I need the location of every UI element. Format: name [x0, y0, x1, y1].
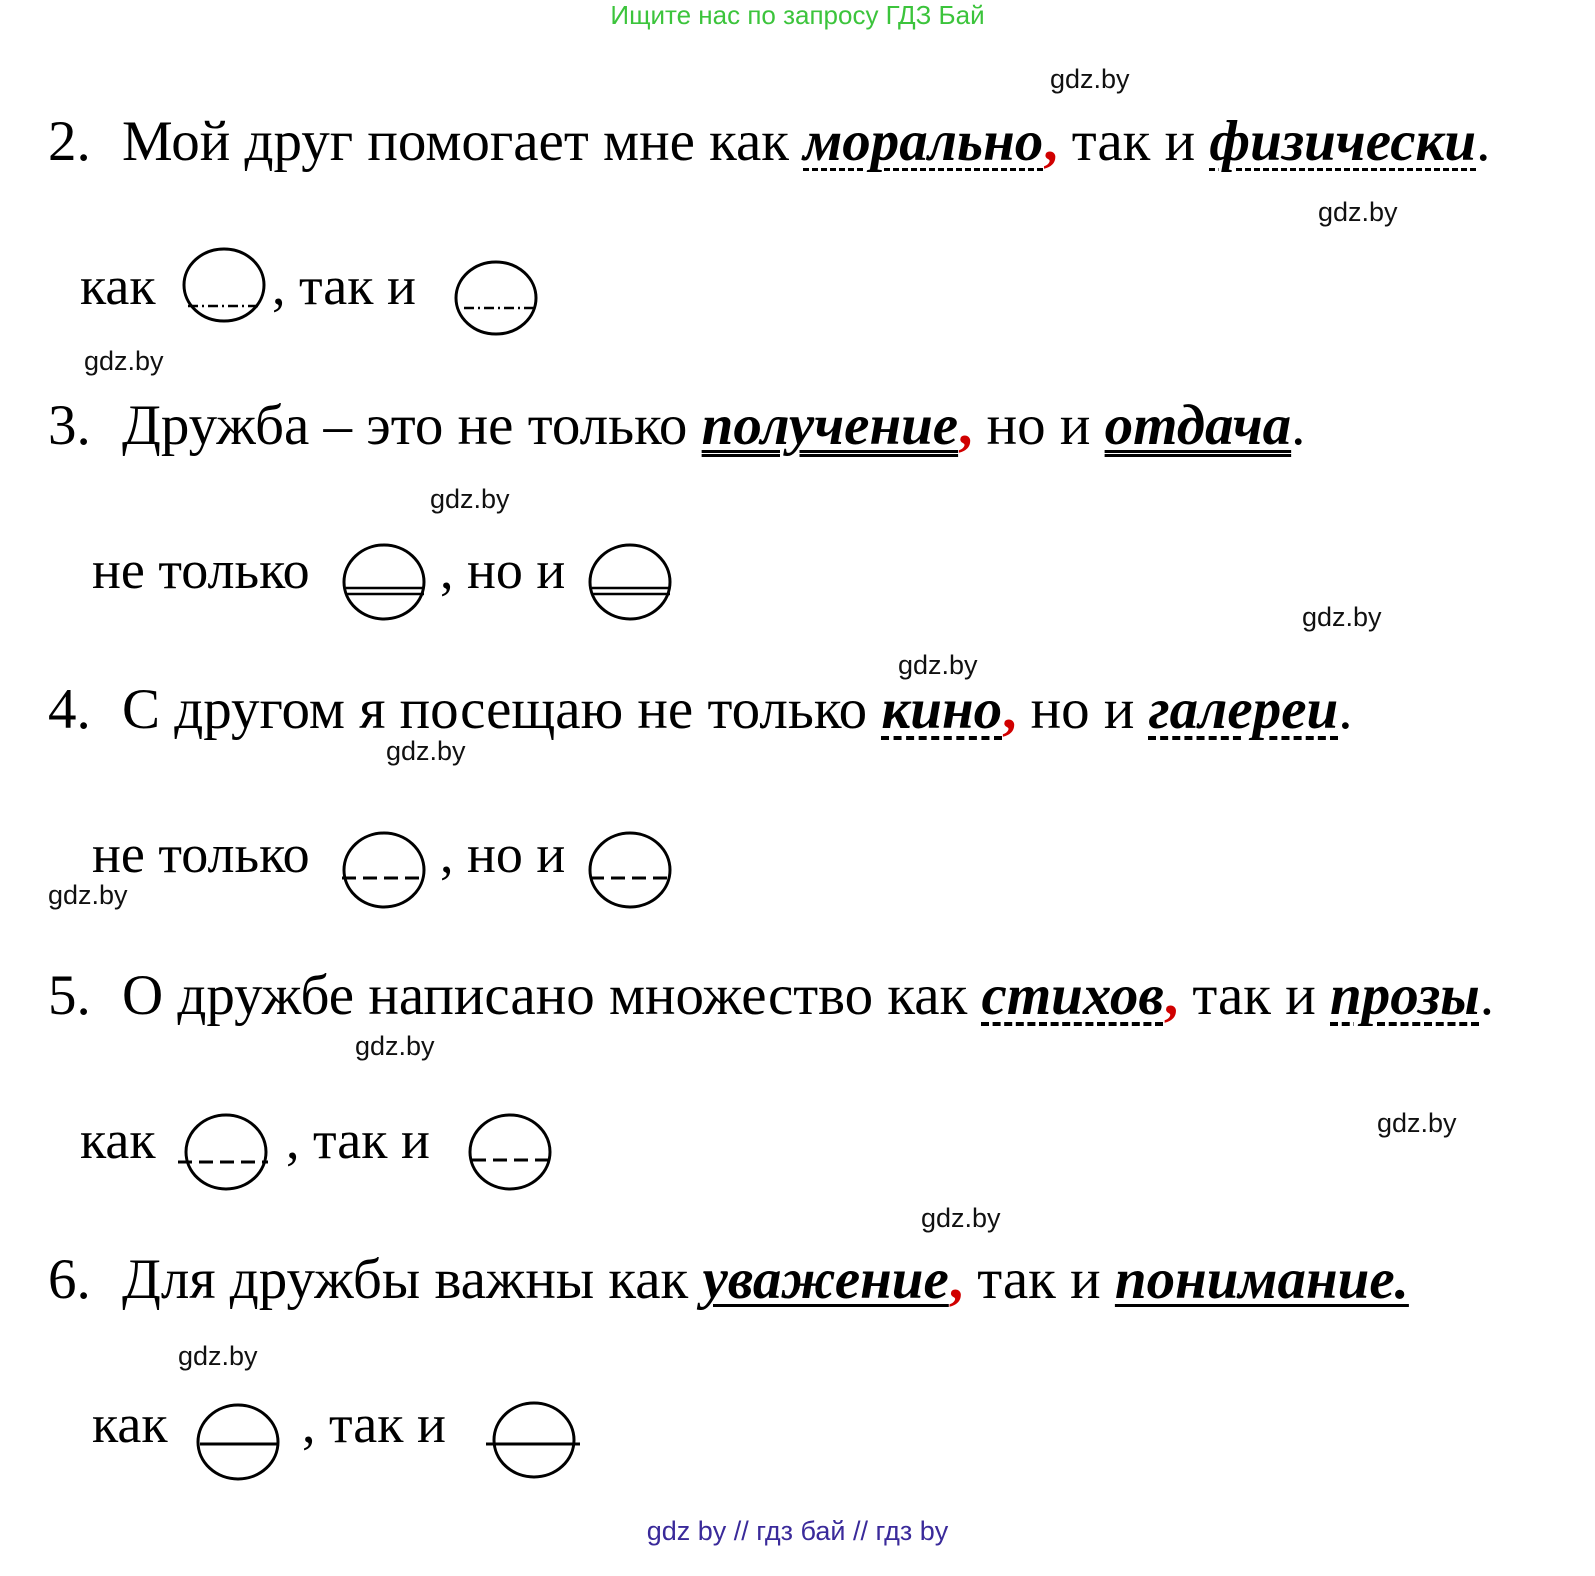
scheme-circle	[484, 1400, 584, 1486]
watermark: gdz.by	[386, 736, 466, 766]
homogeneous-member-2: прозы	[1330, 964, 1480, 1027]
search-banner: Ищите нас по запросу ГДЗ Бай	[610, 0, 985, 30]
sentence-text: Мой друг помогает мне как	[122, 110, 804, 173]
comma-mark: ,	[948, 1248, 964, 1311]
watermark: gdz.by	[1302, 602, 1382, 632]
sentence-end: .	[1476, 110, 1491, 173]
scheme-label-a: как	[92, 1394, 168, 1454]
scheme-label-b: , так и	[302, 1394, 446, 1454]
sentence-text: так и	[1057, 110, 1210, 173]
watermark: gdz.by	[178, 1341, 258, 1371]
sentence-5	[48, 964, 1494, 1028]
comma-mark: ,	[1163, 964, 1179, 1027]
scheme-circle	[452, 258, 544, 342]
sentence-2	[48, 110, 1490, 174]
sentence-text: но и	[972, 394, 1105, 457]
watermark: gdz.by	[1377, 1108, 1457, 1138]
comma-mark: ,	[1043, 110, 1058, 173]
homogeneous-member-1: получение	[701, 394, 959, 457]
sentence-text: Дружба – это не только	[122, 394, 702, 457]
sentence-text: С другом я посещаю не только	[122, 678, 882, 741]
scheme-circle	[176, 1110, 272, 1196]
scheme-label-b: , так и	[272, 256, 416, 316]
scheme-label-b: , но и	[440, 824, 566, 884]
sentence-text: О дружбе написано множество как	[122, 964, 982, 1027]
scheme-label-a: не только	[92, 540, 310, 600]
footer-links: gdz by // гдз бай // гдз by	[646, 1516, 949, 1546]
scheme-circle	[584, 540, 676, 626]
comma-mark: ,	[958, 394, 973, 457]
watermark: gdz.by	[1050, 64, 1130, 94]
sentence-end: .	[1291, 394, 1306, 457]
scheme-circle	[464, 1110, 560, 1196]
scheme-circle	[338, 828, 430, 914]
watermark: gdz.by	[1318, 197, 1398, 227]
sentence-text: так и	[963, 1248, 1115, 1311]
watermark: gdz.by	[84, 346, 164, 376]
item-number: 2.	[48, 110, 91, 173]
comma-mark: ,	[1002, 678, 1017, 741]
watermark: gdz.by	[898, 650, 978, 680]
scheme-label-b: , так и	[286, 1110, 430, 1170]
scheme-label-a: как	[80, 1110, 156, 1170]
watermark: gdz.by	[48, 880, 128, 910]
scheme-circle	[338, 540, 430, 626]
item-number: 4.	[48, 678, 91, 741]
item-number: 6.	[48, 1248, 91, 1311]
watermark: gdz.by	[355, 1031, 435, 1061]
scheme-label-a: как	[80, 256, 156, 316]
scheme-label-b: , но и	[440, 540, 566, 600]
sentence-3	[48, 394, 1305, 458]
homogeneous-member-2: галереи	[1148, 678, 1339, 741]
homogeneous-member-2: отдача	[1104, 394, 1292, 457]
sentence-text: Для дружбы важны как	[122, 1248, 703, 1311]
sentence-text: но и	[1016, 678, 1149, 741]
item-number: 3.	[48, 394, 91, 457]
sentence-text: так и	[1178, 964, 1331, 1027]
homogeneous-member-2: физически	[1209, 110, 1477, 173]
item-number: 5.	[48, 964, 91, 1027]
scheme-circle	[584, 828, 676, 914]
watermark: gdz.by	[430, 484, 510, 514]
scheme-label-a: не только	[92, 824, 310, 884]
scheme-circle	[192, 1400, 284, 1486]
homogeneous-member-1: уважение	[702, 1248, 949, 1311]
sentence-6	[48, 1248, 1409, 1312]
homogeneous-member-2: понимание.	[1114, 1248, 1409, 1311]
homogeneous-member-1: кино	[881, 678, 1003, 741]
sentence-end: .	[1479, 964, 1495, 1027]
sentence-4	[48, 678, 1352, 742]
homogeneous-member-1: стихов	[981, 964, 1164, 1027]
scheme-circle	[180, 244, 272, 328]
homogeneous-member-1: морально	[803, 110, 1044, 173]
watermark: gdz.by	[921, 1203, 1001, 1233]
sentence-end: .	[1338, 678, 1353, 741]
